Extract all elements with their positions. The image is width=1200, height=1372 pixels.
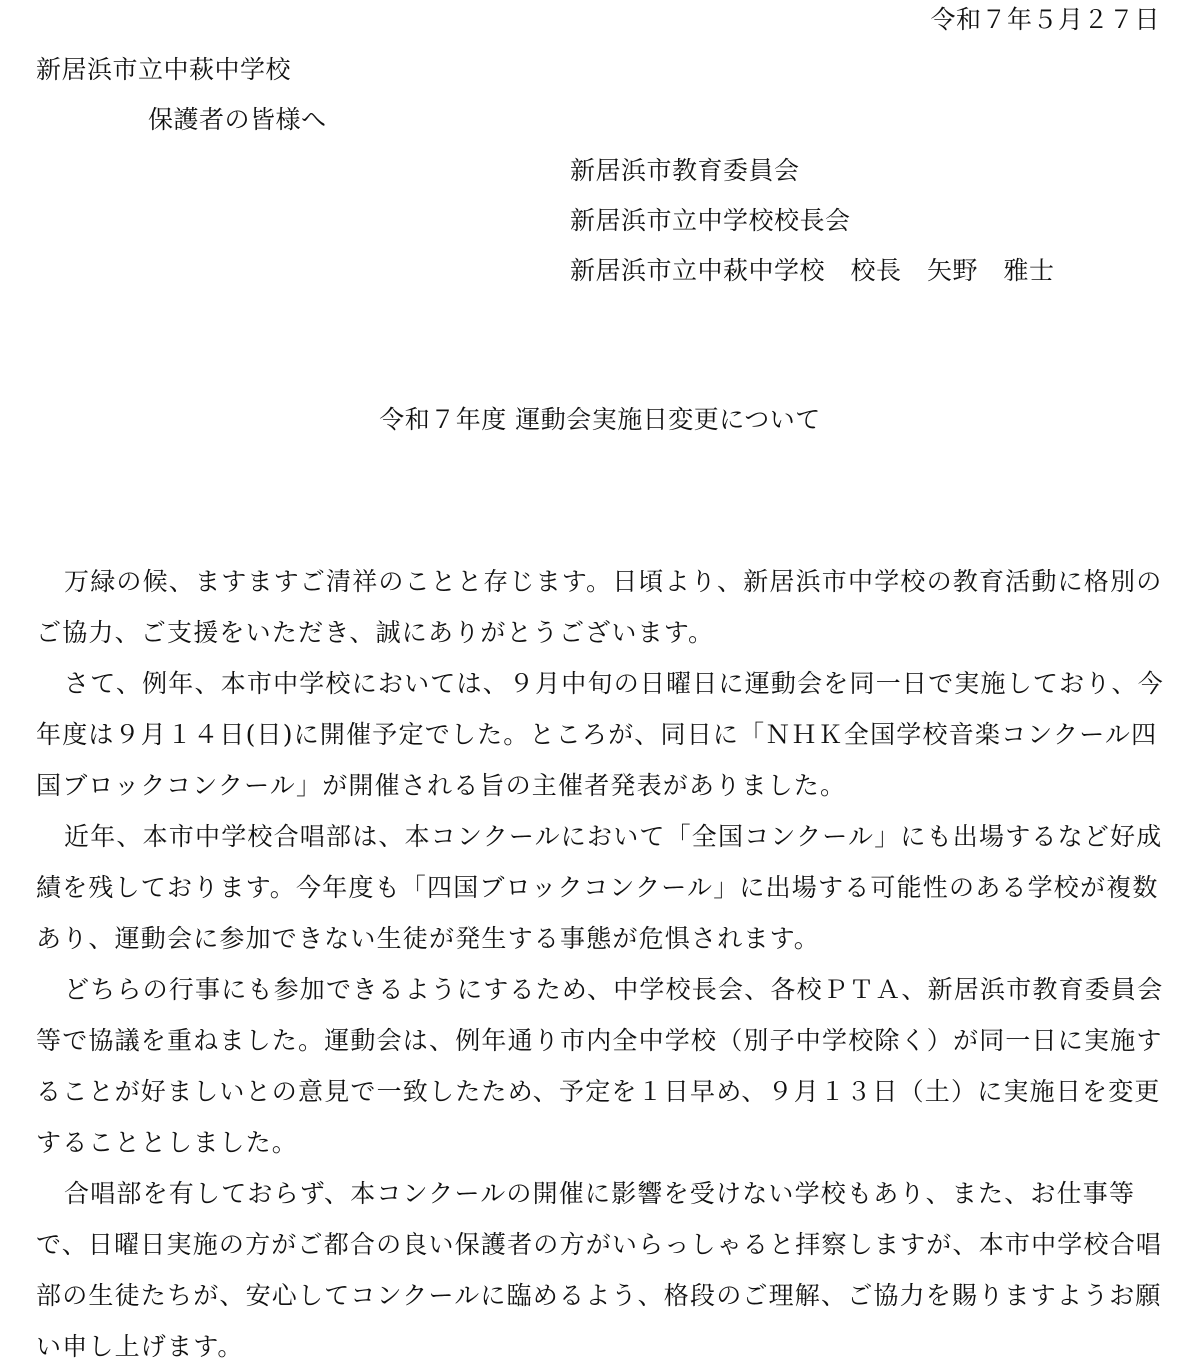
sender-board-of-education: 新居浜市教育委員会 xyxy=(570,156,800,185)
letter-body xyxy=(36,556,1166,1372)
recipient-school: 新居浜市立中萩中学校 xyxy=(36,55,292,84)
letter-date: 令和７年５月２７日 xyxy=(930,5,1160,34)
sender-principal: 新居浜市立中萩中学校 校長 矢野 雅士 xyxy=(570,256,1055,285)
recipient-parents: 保護者の皆様へ xyxy=(148,105,327,134)
body-paragraph-greeting: 万緑の候、ますますご清祥のことと存じます。日頃より、新居浜市中学校の教育活動に格別のご協力、ご支援をいただき、誠にありがとうございます。 xyxy=(36,567,1163,647)
body-paragraph-request: 合唱部を有しておらず、本コンクールの開催に影響を受けない学校もあり、また、お仕事等で、日曜日実施の方がご都合の良い保護者の方がいらっしゃると拝察しますが、本市中学校合唱部の生徒たちが、安心してコンクールに臨めるよう、格段のご理解、ご協力を賜りますようお願い申し上げます。 xyxy=(36,1179,1163,1361)
body-paragraph-decision: どちらの行事にも参加できるようにするため、中学校長会、各校ＰＴＡ、新居浜市教育委員会等で協議を重ねました。運動会は、例年通り市内全中学校（別子中学校除く）が同一日に実施することが好ましいとの意見で一致したため、予定を１日早め、９月１３日（土）に実施日を変更することとしました。 xyxy=(36,975,1164,1157)
body-paragraph-concern: 近年、本市中学校合唱部は、本コンクールにおいて「全国コンクール」にも出場するなど好成績を残しております。今年度も「四国ブロックコンクール」に出場する可能性のある学校が複数あり、運動会に参加できない生徒が発生する事態が危惧されます。 xyxy=(36,822,1163,953)
sender-principals-association: 新居浜市立中学校校長会 xyxy=(570,206,851,235)
letter-title: 令和７年度 運動会実施日変更について xyxy=(379,405,821,434)
body-paragraph-background: さて、例年、本市中学校においては、９月中旬の日曜日に運動会を同一日で実施しており、今年度は９月１４日(日)に開催予定でした。ところが、同日に「ＮＨＫ全国学校音楽コンクール四国ブロックコンクール」が開催される旨の主催者発表がありました。 xyxy=(36,669,1164,800)
